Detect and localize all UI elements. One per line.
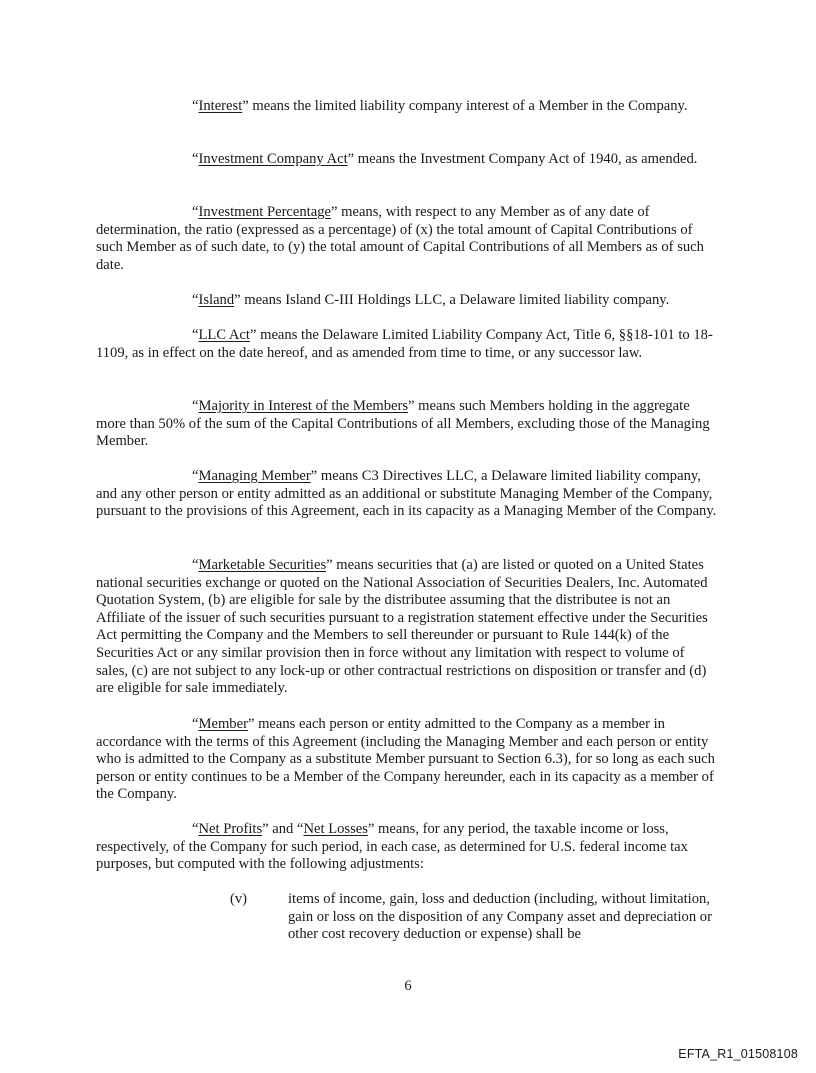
list-item-label: (v) <box>230 891 248 907</box>
definition-text: ” means, with respect to any Member as of any date of determination, the ratio (expressed as a percentage) of (x) the total amount of Capital Contributions of such Member as of such date, to (y) the total amount of Capital Contributions of all Members as of such date. <box>96 204 704 273</box>
defined-term: Investment Company Act <box>198 151 348 167</box>
definition-investment-company-act <box>96 151 720 169</box>
definition-text: ” means the limited liability company interest of a Member in the Company. <box>242 98 688 114</box>
definition-text: ” means the Delaware Limited Liability Company Act, Title 6, §§18-101 to 18-1109, as in effect on the date hereof, and as amended from time to time, or any successor law. <box>96 327 713 361</box>
defined-term: Island <box>198 292 235 308</box>
open-quote: “ <box>192 98 199 114</box>
document-id: EFTA_R1_01508108 <box>678 1047 798 1061</box>
open-quote: “ <box>192 821 199 837</box>
definition-net-profits-losses <box>96 821 720 874</box>
definition-majority-in-interest <box>96 398 720 451</box>
definition-text: ” means securities that (a) are listed or quoted on a United States national securities exchange or quoted on the National Association of Securities Dealers, Inc. Automated Quotation System, (b) are eligible for sale by the distributee assuming that the distributee is not an Affiliate of the issuer of such securities pursuant to a registration statement effective under the Securities Act permitting the Company and the Members to sell thereunder or pursuant to Rule 144(k) of the Securities Act or any similar provision then in force without any limitation with respect to volume of sales, (c) are not subject to any lock-up or other contractual restrictions on disposition or transfer and (d) are eligible for sale immediately. <box>96 557 708 697</box>
definition-investment-percentage <box>96 204 720 274</box>
defined-term: LLC Act <box>198 327 250 343</box>
definition-island <box>96 292 720 310</box>
definition-text: ” means C3 Directives LLC, a Delaware limited liability company, and any other person or entity admitted as an additional or substitute Managing Member of the Company, pursuant to the provisions of this Agreement, each in its capacity as a Managing Member of the Company. <box>96 468 717 520</box>
open-quote: “ <box>192 151 199 167</box>
defined-term: Interest <box>198 98 243 114</box>
open-quote: “ <box>192 468 199 484</box>
open-quote: “ <box>192 398 199 414</box>
defined-term: Majority in Interest of the Members <box>198 398 409 414</box>
open-quote: “ <box>192 292 199 308</box>
term-connector: ” and “ <box>262 821 304 837</box>
definition-text: ” means the Investment Company Act of 1940, as amended. <box>347 151 698 167</box>
list-item-text: items of income, gain, loss and deduction (including, without limitation, gain or loss on the disposition of any Company asset and depreciation or other cost recovery deduction or expense) shall be <box>288 891 712 943</box>
definition-text: ” means, for any period, the taxable income or loss, respectively, of the Company for such period, in each case, as determined for U.S. federal income tax purposes, but computed with the following adjustments: <box>96 821 688 873</box>
defined-term: Investment Percentage <box>198 204 331 220</box>
definition-managing-member <box>96 468 720 521</box>
definition-text: ” means each person or entity admitted to the Company as a member in accordance with the terms of this Agreement (including the Managing Member and each person or entity who is admitted to the Company as a substitute Member pursuant to Section 6.3), for so long as each such person or entity continues to be a Member of the Company hereunder, each in its capacity as a member of the Company. <box>96 716 715 803</box>
open-quote: “ <box>192 327 199 343</box>
definition-marketable-securities <box>96 557 720 698</box>
definition-interest <box>96 98 720 116</box>
definition-llc-act <box>96 327 720 362</box>
list-item-v <box>230 891 720 944</box>
open-quote: “ <box>192 557 199 573</box>
definition-text: ” means Island C-III Holdings LLC, a Delaware limited liability company. <box>234 292 670 308</box>
page-number: 6 <box>404 978 412 994</box>
open-quote: “ <box>192 204 199 220</box>
defined-term: Net Profits <box>198 821 263 837</box>
defined-term-2: Net Losses <box>303 821 368 837</box>
defined-term: Member <box>198 716 248 732</box>
definition-text: ” means such Members holding in the aggregate more than 50% of the sum of the Capital Contributions of all Members, excluding those of the Managing Member. <box>96 398 710 450</box>
defined-term: Managing Member <box>198 468 311 484</box>
definition-member <box>96 716 720 804</box>
open-quote: “ <box>192 716 199 732</box>
defined-term: Marketable Securities <box>198 557 327 573</box>
